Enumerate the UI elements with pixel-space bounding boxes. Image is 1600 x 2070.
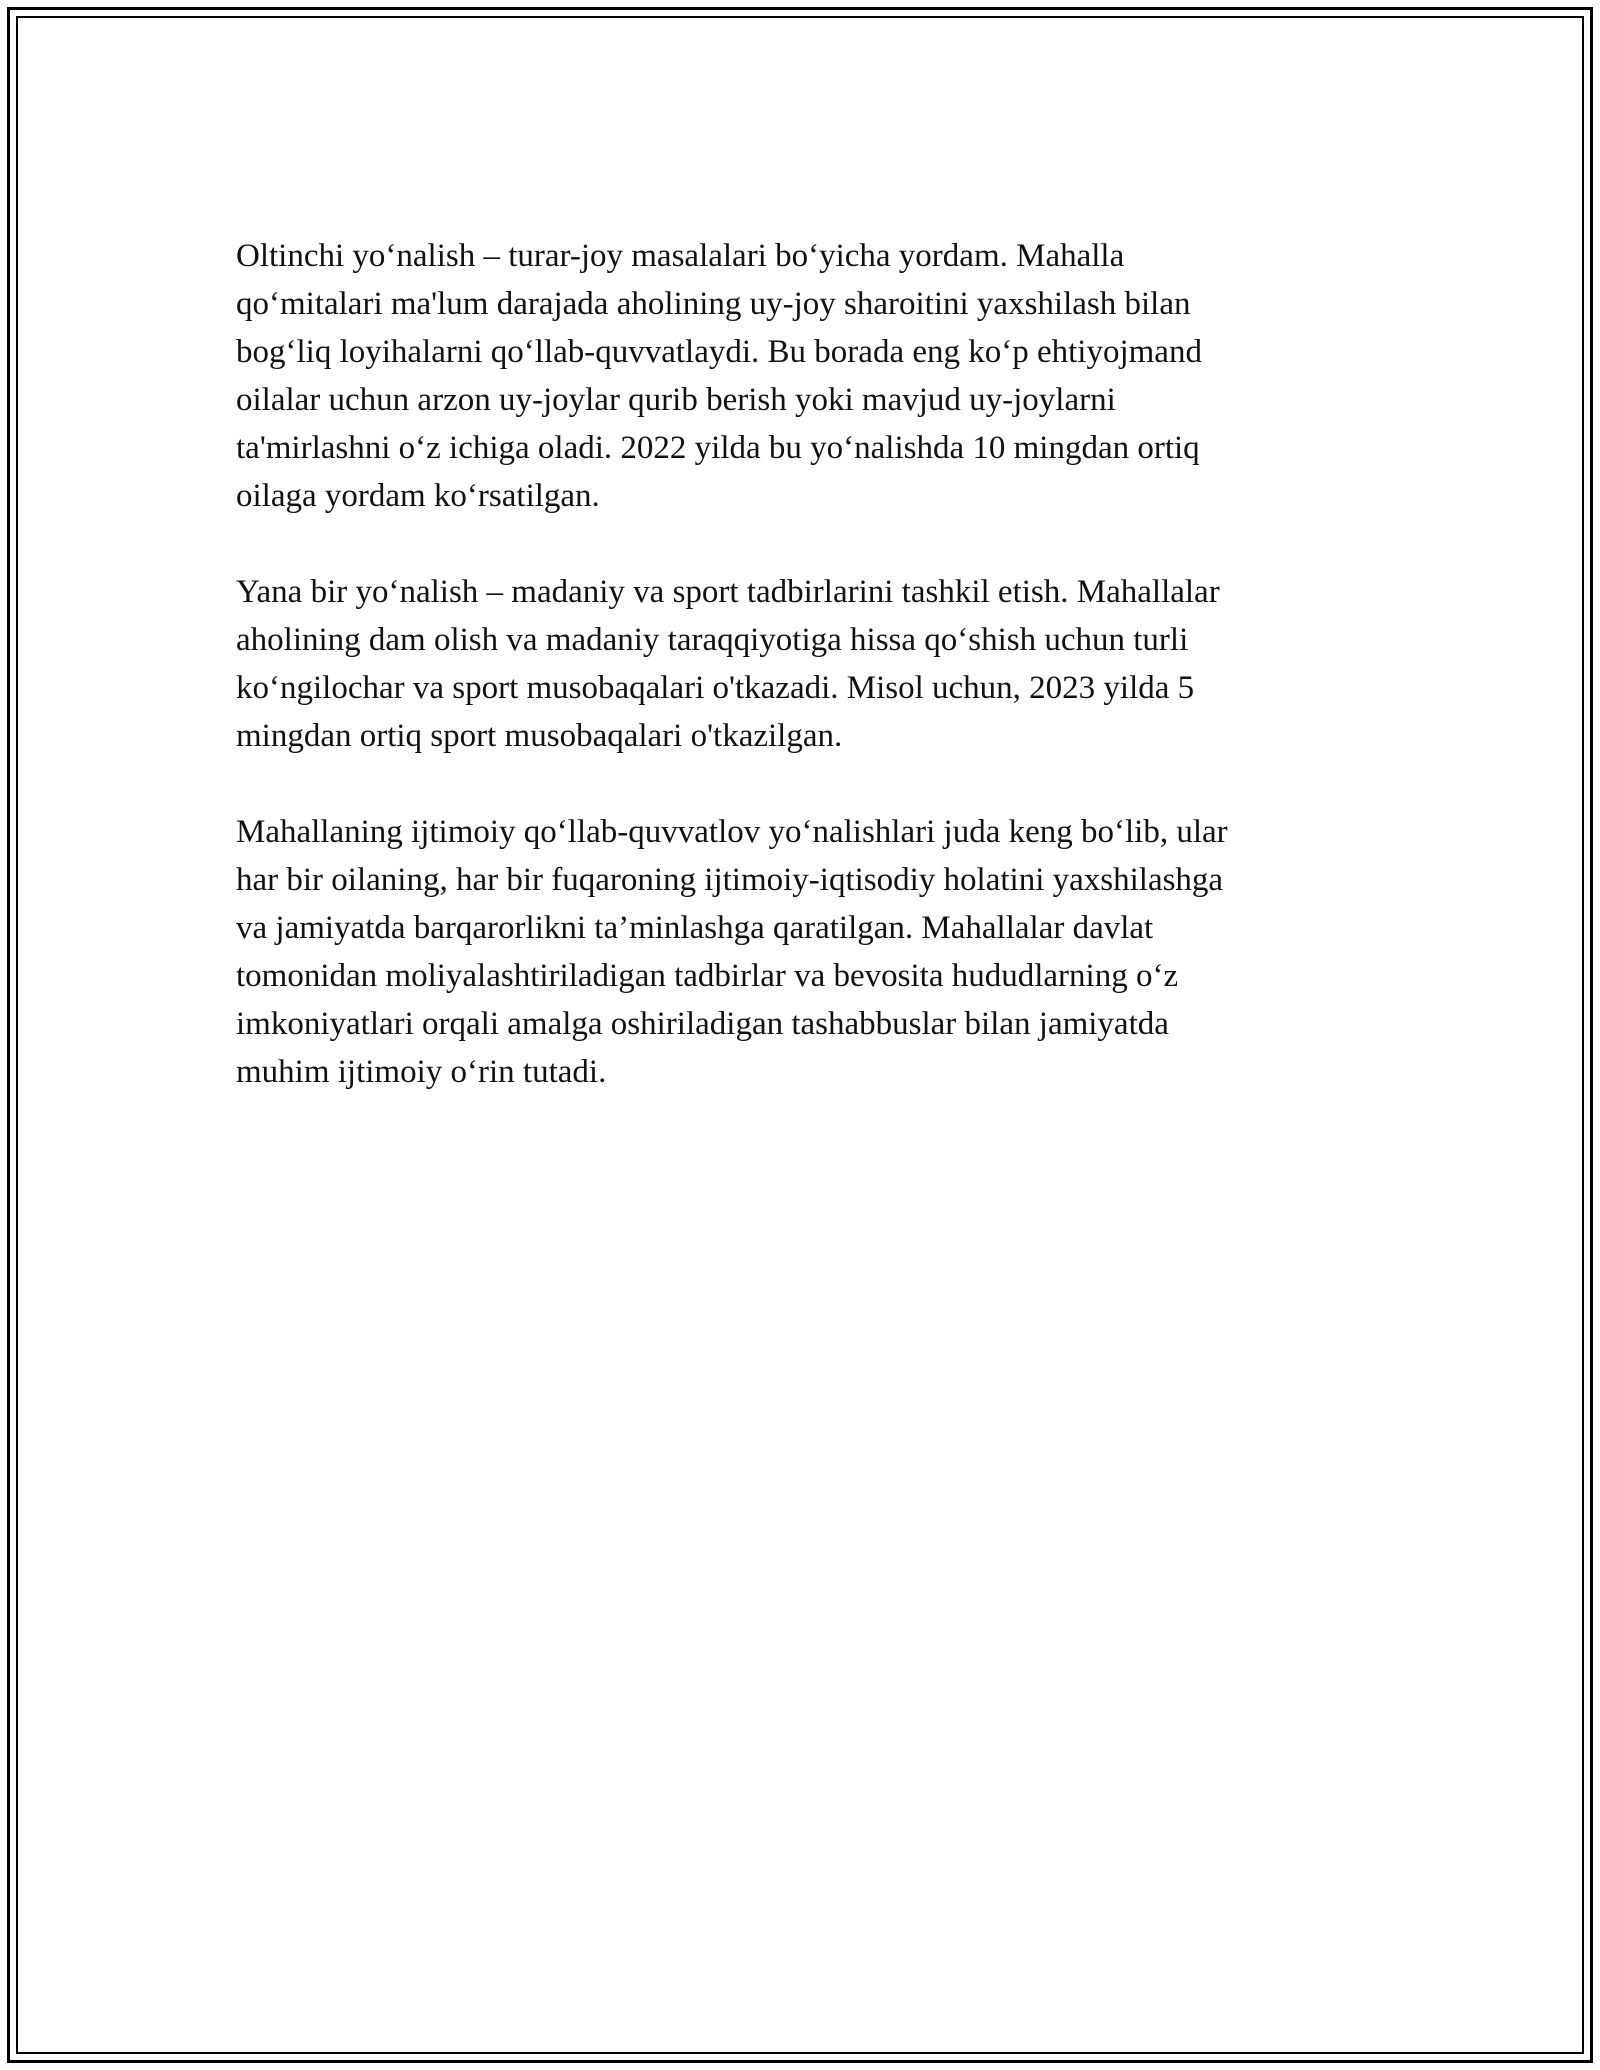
paragraph-housing: Oltinchi yo‘nalish – turar-joy masalalari bo‘yicha yordam. Mahalla qo‘mitalari ma'lum darajada aholining uy-joy sharoitini yaxshilash bilan bog‘liq loyihalarni qo‘llab-quvvatlaydi. Bu borada eng ko‘p ehtiyojmand oilalar uchun arzon uy-joylar qurib berish yoki mavjud uy-joylarni ta'mirlashni o‘z ichiga oladi. 2022 yilda bu yo‘nalishda 10 mingdan ortiq oilaga yordam ko‘rsatilgan. (236, 238, 1202, 514)
document-body (236, 232, 1346, 1144)
paragraph-social-support: Mahallaning ijtimoiy qo‘llab-quvvatlov yo‘nalishlari juda keng bo‘lib, ular har bir oilaning, har bir fuqaroning ijtimoiy-iqtisodiy holatini yaxshilashga va jamiyatda barqarorlikni ta’minlashga qaratilgan. Mahallalar davlat tomonidan moliyalashtiriladigan tadbirlar va bevosita hududlarning o‘z imkoniyatlari orqali amalga oshiriladigan tashabbuslar bilan jamiyatda muhim ijtimoiy o‘rin tutadi. (236, 814, 1228, 1090)
paragraph-culture-sport: Yana bir yo‘nalish – madaniy va sport tadbirlarini tashkil etish. Mahallalar aholining dam olish va madaniy taraqqiyotiga hissa qo‘shish uchun turli ko‘ngilochar va sport musobaqalari o'tkazadi. Misol uchun, 2023 yilda 5 mingdan ortiq sport musobaqalari o'tkazilgan. (236, 574, 1220, 754)
